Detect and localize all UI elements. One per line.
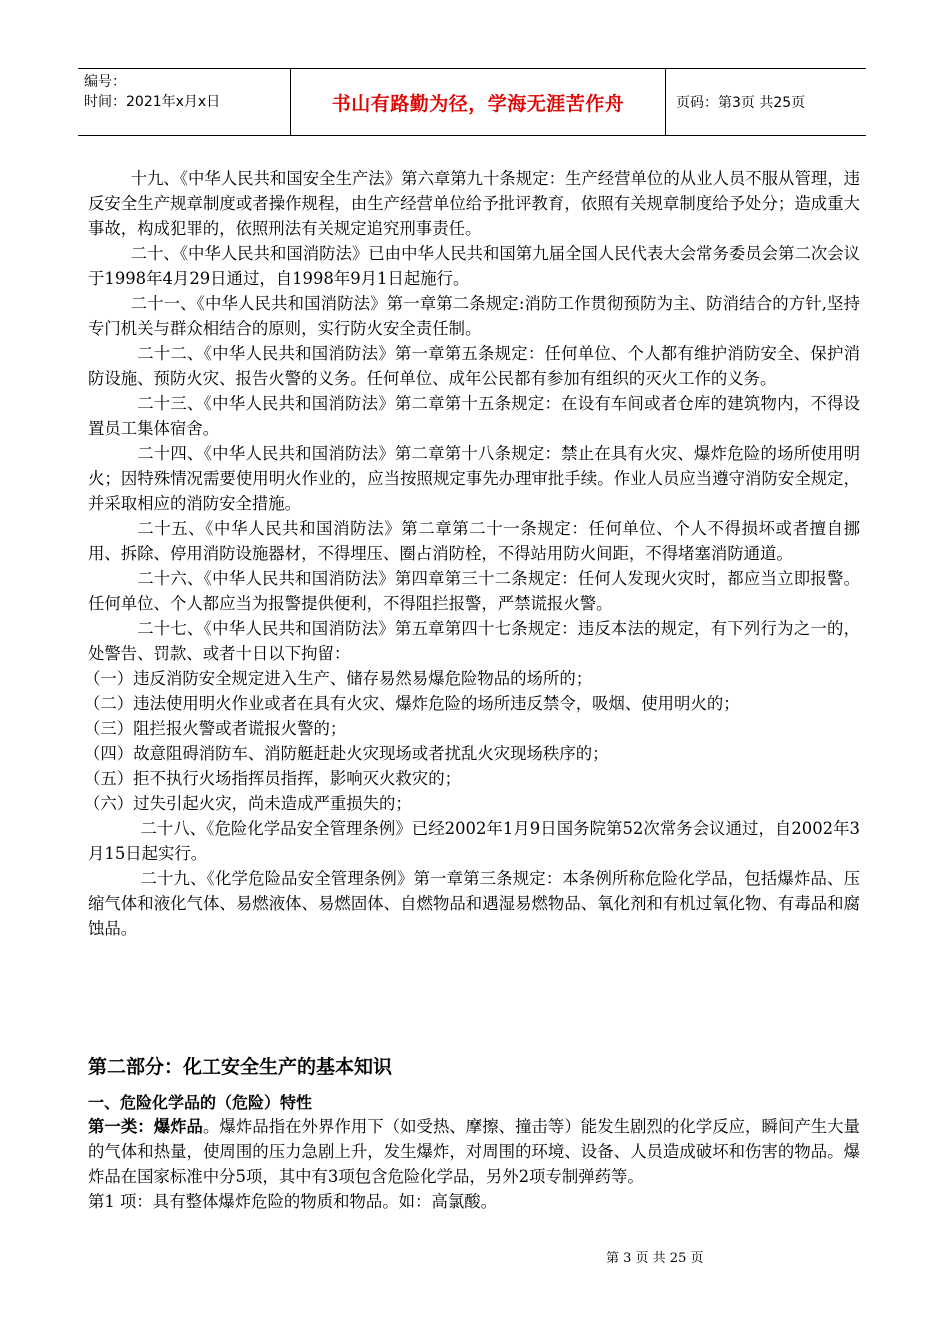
header-motto: 书山有路勤为径，学海无涯苦作舟: [291, 69, 666, 135]
paragraph-27: 二十七、《中华人民共和国消防法》第五章第四十七条规定：违反本法的规定，有下列行为之一的，处警告、罚款、或者十日以下拘留：: [88, 619, 860, 663]
list-item: （一）违反消防安全规定进入生产、储存易然易爆危险物品的场所的；: [84, 669, 593, 688]
list-item: （二）违法使用明火作业或者在具有火灾、爆炸危险的场所违反禁令，吸烟、使用明火的；: [84, 694, 740, 713]
list-item: （六）过失引起火灾，尚未造成严重损失的；: [84, 794, 412, 813]
page-header: [78, 68, 866, 136]
paragraph-20: 二十、《中华人民共和国消防法》已由中华人民共和国第九届全国人民代表大会常务委员会第二次会议于1998年4月29日通过，自1998年9月1日起施行。: [88, 244, 861, 288]
header-info-cell: [78, 69, 291, 135]
class1-item1: 第1 项：具有整体爆炸危险的物质和物品。如：高氯酸。: [88, 1192, 498, 1211]
header-page-label: 页码：第3页 共25页: [676, 95, 806, 111]
time-label: 时间：2021年x月x日: [84, 94, 221, 110]
paragraph-21: 二十一、《中华人民共和国消防法》第一章第二条规定:消防工作贯彻预防为主、防消结合的方针,坚持专门机关与群众相结合的原则，实行防火安全责任制。: [88, 294, 860, 338]
class1-label: 第一类：爆炸品: [88, 1117, 203, 1136]
list-item: （四）故意阻碍消防车、消防艇赶赴火灾现场或者扰乱火灾现场秩序的；: [84, 744, 609, 763]
part2-title: 第二部分：化工安全生产的基本知识: [88, 1056, 393, 1078]
paragraph-26: 二十六、《中华人民共和国消防法》第四章第三十二条规定：任何人发现火灾时，都应当立即报警。任何单位、个人都应当为报警提供便利，不得阻拦报警，严禁谎报火警。: [88, 569, 860, 613]
paragraph-22: 二十二、《中华人民共和国消防法》第一章第五条规定：任何单位、个人都有维护消防安全、保护消防设施、预防火灾、报告火警的义务。任何单位、成年公民都有参加有组织的灭火工作的义务。: [88, 344, 860, 388]
number-label: 编号：: [84, 74, 126, 90]
paragraph-28: 二十八、《危险化学品安全管理条例》已经2002年1月9日国务院第52次常务会议通过，自2002年3月15日起实行。: [88, 819, 860, 863]
class1-text: 。爆炸品指在外界作用下（如受热、摩擦、撞击等）能发生剧烈的化学反应，瞬间产生大量的气体和热量，使周围的压力急剧上升，发生爆炸，对周围的环境、设备、人员造成破坏和伤害的物品。爆炸品在国家标准中分5项，其中有3项包含危险化学品，另外2项专制弹药等。: [88, 1117, 860, 1186]
list-item: （三）阻拦报火警或者谎报火警的；: [84, 719, 347, 738]
list-item: （五）拒不执行火场指挥员指挥，影响灭火救灾的；: [84, 769, 461, 788]
body-text: [84, 166, 861, 941]
paragraph-23: 二十三、《中华人民共和国消防法》第二章第十五条规定：在设有车间或者仓库的建筑物内，不得设置员工集体宿舍。: [88, 394, 860, 438]
paragraph-24: 二十四、《中华人民共和国消防法》第二章第十八条规定：禁止在具有火灾、爆炸危险的场所使用明火；因特殊情况需要使用明火作业的，应当按照规定事先办理审批手续。作业人员应当遵守消防安全规定，并采取相应的消防安全措施。: [88, 444, 860, 513]
part2-subtitle: 一、危险化学品的（危险）特性: [88, 1093, 313, 1112]
page-footer: 第 3 页 共 25 页: [606, 1251, 704, 1266]
paragraph-19: 十九、《中华人民共和国安全生产法》第六章第九十条规定：生产经营单位的从业人员不服从管理，违反安全生产规章制度或者操作规程，由生产经营单位给予批评教育，依照有关规章制度给予处分；造成重大事故，构成犯罪的，依照刑法有关规定追究刑事责任。: [88, 169, 861, 238]
class1-paragraph: [88, 1114, 860, 1189]
part2-body: [88, 1114, 860, 1214]
paragraph-25: 二十五、《中华人民共和国消防法》第二章第二十一条规定：任何单位、个人不得损坏或者擅自挪用、拆除、停用消防设施器材，不得埋压、圈占消防栓，不得站用防火间距，不得堵塞消防通道。: [88, 519, 860, 563]
paragraph-29: 二十九、《化学危险品安全管理条例》第一章第三条规定：本条例所称危险化学品，包括爆炸品、压缩气体和液化气体、易燃液体、易燃固体、自燃物品和遇湿易燃物品、氧化剂和有机过氧化物、有毒品和腐蚀品。: [88, 869, 860, 938]
